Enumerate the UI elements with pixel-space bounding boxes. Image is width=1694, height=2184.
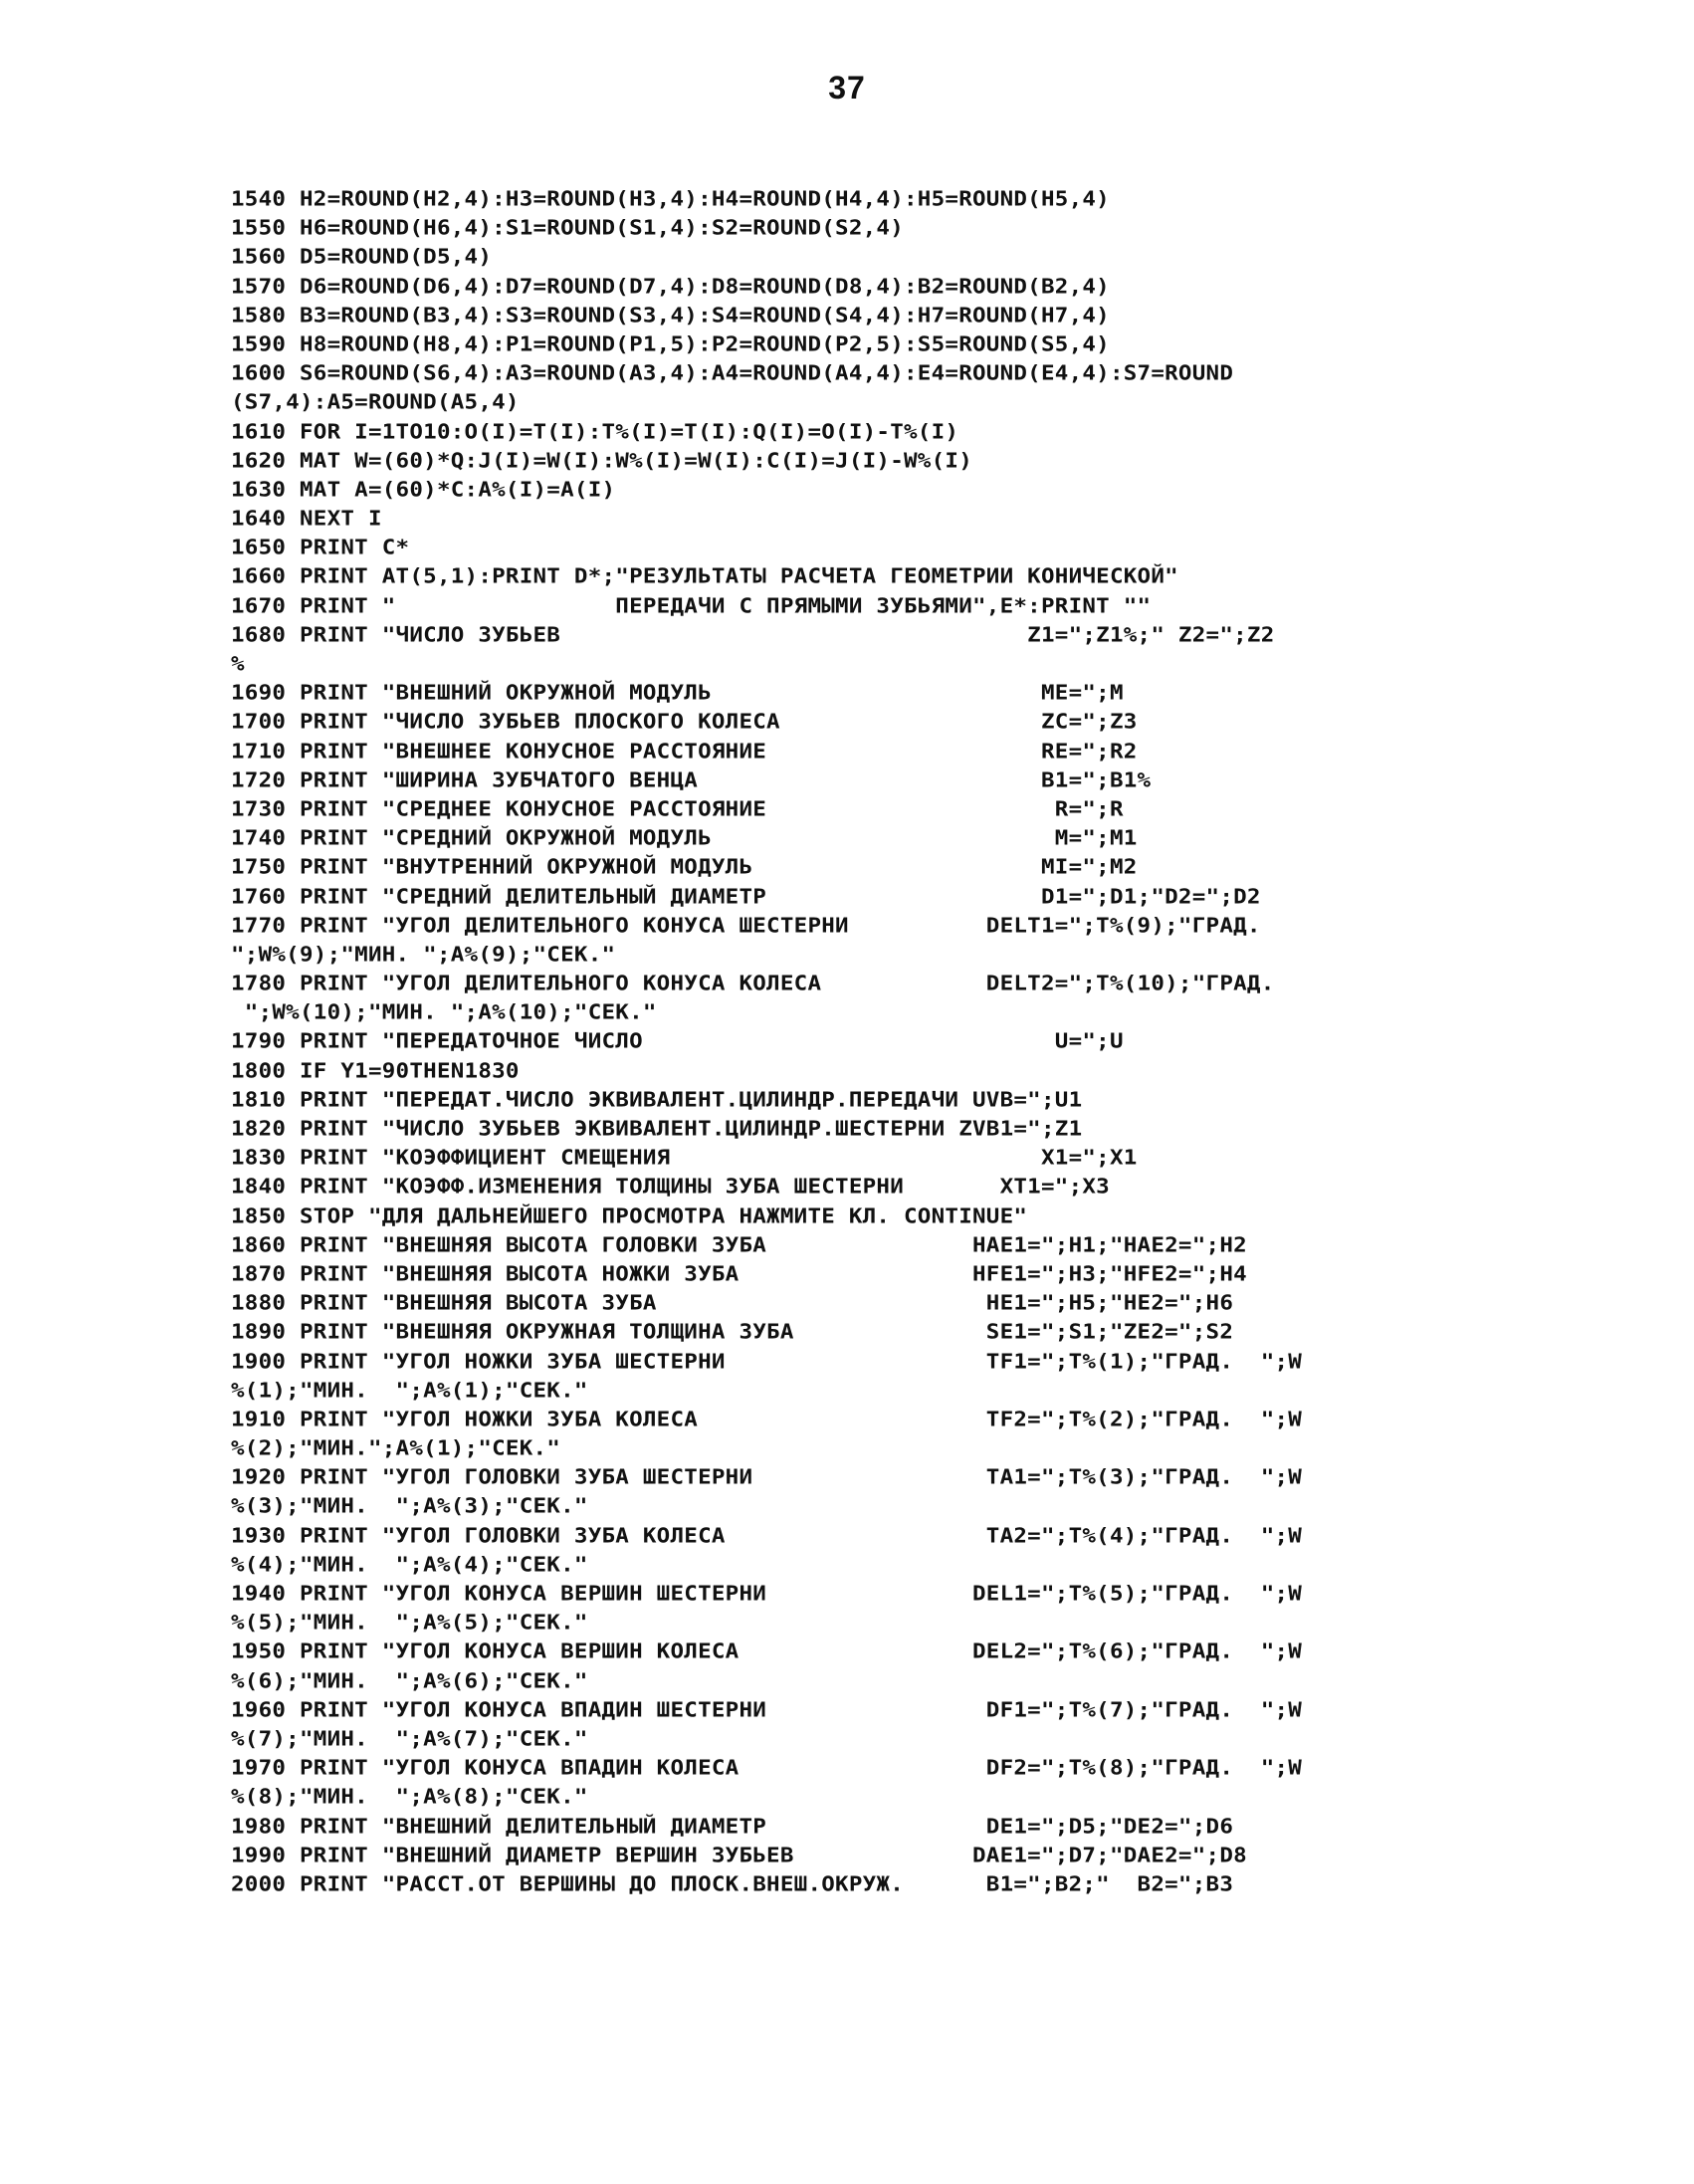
code-line: 1780 PRINT "УГОЛ ДЕЛИТЕЛЬНОГО КОНУСА КОЛЕСА DELT2=";T%(10);"ГРАД. <box>231 972 1275 996</box>
code-line: 2000 PRINT "РАССТ.ОТ ВЕРШИНЫ ДО ПЛОСК.ВНЕШ.ОКРУЖ. B1=";B2;" B2=";B3 <box>231 1871 1234 1896</box>
code-line: 1930 PRINT "УГОЛ ГОЛОВКИ ЗУБА КОЛЕСА TA2=";T%(4);"ГРАД. ";W <box>231 1523 1303 1548</box>
code-line: 1570 D6=ROUND(D6,4):D7=ROUND(D7,4):D8=ROUND(D8,4):B2=ROUND(B2,4) <box>231 274 1110 299</box>
code-line: %(6);"МИН. ";A%(6);"СЕК." <box>231 1668 588 1693</box>
code-line: 1980 PRINT "ВНЕШНИЙ ДЕЛИТЕЛЬНЫЙ ДИАМЕТР DE1=";D5;"DE2=";D6 <box>231 1814 1234 1839</box>
code-line: % <box>231 652 245 677</box>
code-line: 1800 IF Y1=90THEN1830 <box>231 1058 520 1083</box>
code-line: 1990 PRINT "ВНЕШНИЙ ДИАМЕТР ВЕРШИН ЗУБЬЕВ DAE1=";D7;"DAE2=";D8 <box>231 1843 1247 1867</box>
code-line: 1770 PRINT "УГОЛ ДЕЛИТЕЛЬНОГО КОНУСА ШЕСТЕРНИ DELT1=";T%(9);"ГРАД. <box>231 913 1261 938</box>
code-line: 1540 H2=ROUND(H2,4):H3=ROUND(H3,4):H4=ROUND(H4,4):H5=ROUND(H5,4) <box>231 187 1110 212</box>
code-line: 1830 PRINT "КОЭФФИЦИЕНТ СМЕЩЕНИЯ X1=";X1 <box>231 1146 1138 1171</box>
code-line: %(7);"МИН. ";A%(7);"СЕК." <box>231 1727 588 1751</box>
code-line: 1630 MAT A=(60)*C:A%(I)=A(I) <box>231 477 616 502</box>
code-line: %(8);"МИН. ";A%(8);"СЕК." <box>231 1785 588 1810</box>
code-line: 1960 PRINT "УГОЛ КОНУСА ВПАДИН ШЕСТЕРНИ DF1=";T%(7);"ГРАД. ";W <box>231 1697 1303 1722</box>
code-line: %(2);"МИН.";A%(1);"СЕК." <box>231 1436 561 1461</box>
code-line: %(4);"МИН. ";A%(4);"СЕК." <box>231 1552 588 1577</box>
code-line: ";W%(9);"МИН. ";A%(9);"СЕК." <box>231 942 616 967</box>
code-line: 1600 S6=ROUND(S6,4):A3=ROUND(A3,4):A4=ROUND(A4,4):E4=ROUND(E4,4):S7=ROUND <box>231 361 1234 386</box>
code-line: 1790 PRINT "ПЕРЕДАТОЧНОЕ ЧИСЛО U=";U <box>231 1029 1124 1054</box>
code-line: 1900 PRINT "УГОЛ НОЖКИ ЗУБА ШЕСТЕРНИ TF1=";T%(1);"ГРАД. ";W <box>231 1349 1303 1374</box>
code-line: 1680 PRINT "ЧИСЛО ЗУБЬЕВ Z1=";Z1%;" Z2=";Z2 <box>231 622 1275 647</box>
code-line: 1970 PRINT "УГОЛ КОНУСА ВПАДИН КОЛЕСА DF2=";T%(8);"ГРАД. ";W <box>231 1756 1303 1781</box>
page-number: 37 <box>828 70 866 106</box>
code-line: %(3);"МИН. ";A%(3);"СЕК." <box>231 1494 588 1519</box>
code-line: 1860 PRINT "ВНЕШНЯЯ ВЫСОТА ГОЛОВКИ ЗУБА HAE1=";H1;"HAE2=";H2 <box>231 1232 1247 1257</box>
code-line: 1720 PRINT "ШИРИНА ЗУБЧАТОГО ВЕНЦА B1=";B1% <box>231 767 1152 792</box>
code-line: (S7,4):A5=ROUND(A5,4) <box>231 390 520 415</box>
code-line: 1910 PRINT "УГОЛ НОЖКИ ЗУБА КОЛЕСА TF2=";T%(2);"ГРАД. ";W <box>231 1407 1303 1431</box>
basic-program-listing <box>231 185 1525 1899</box>
code-line: 1890 PRINT "ВНЕШНЯЯ ОКРУЖНАЯ ТОЛЩИНА ЗУБА SE1=";S1;"ZE2=";S2 <box>231 1320 1234 1345</box>
code-line: 1810 PRINT "ПЕРЕДАТ.ЧИСЛО ЭКВИВАЛЕНТ.ЦИЛИНДР.ПЕРЕДАЧИ UVB=";U1 <box>231 1087 1083 1112</box>
code-line: 1710 PRINT "ВНЕШНЕЕ КОНУСНОЕ РАССТОЯНИЕ RE=";R2 <box>231 739 1138 764</box>
code-line: 1560 D5=ROUND(D5,4) <box>231 245 493 270</box>
code-line: 1730 PRINT "СРЕДНЕЕ КОНУСНОЕ РАССТОЯНИЕ R=";R <box>231 797 1124 821</box>
code-line: 1590 H8=ROUND(H8,4):P1=ROUND(P1,5):P2=ROUND(P2,5):S5=ROUND(S5,4) <box>231 332 1110 356</box>
code-line: 1610 FOR I=1TO10:O(I)=T(I):T%(I)=T(I):Q(I)=O(I)-T%(I) <box>231 419 959 444</box>
code-line: 1840 PRINT "КОЭФФ.ИЗМЕНЕНИЯ ТОЛЩИНЫ ЗУБА ШЕСТЕРНИ XT1=";X3 <box>231 1175 1110 1200</box>
code-line: 1750 PRINT "ВНУТРЕННИЙ ОКРУЖНОЙ МОДУЛЬ MI=";M2 <box>231 855 1138 880</box>
code-line: 1940 PRINT "УГОЛ КОНУСА ВЕРШИН ШЕСТЕРНИ DEL1=";T%(5);"ГРАД. ";W <box>231 1582 1303 1607</box>
code-line: 1760 PRINT "СРЕДНИЙ ДЕЛИТЕЛЬНЫЙ ДИАМЕТР D1=";D1;"D2=";D2 <box>231 884 1261 909</box>
code-line: 1660 PRINT AT(5,1):PRINT D*;"РЕЗУЛЬТАТЫ РАСЧЕТА ГЕОМЕТРИИ КОНИЧЕСКОЙ" <box>231 564 1178 589</box>
code-line: 1580 B3=ROUND(B3,4):S3=ROUND(S3,4):S4=ROUND(S4,4):H7=ROUND(H7,4) <box>231 303 1110 328</box>
code-line: 1950 PRINT "УГОЛ КОНУСА ВЕРШИН КОЛЕСА DEL2=";T%(6);"ГРАД. ";W <box>231 1639 1303 1664</box>
code-line: 1620 MAT W=(60)*Q:J(I)=W(I):W%(I)=W(I):C(I)=J(I)-W%(I) <box>231 448 972 473</box>
code-line: 1880 PRINT "ВНЕШНЯЯ ВЫСОТА ЗУБА HE1=";H5;"HE2=";H6 <box>231 1291 1234 1316</box>
code-line: 1820 PRINT "ЧИСЛО ЗУБЬЕВ ЭКВИВАЛЕНТ.ЦИЛИНДР.ШЕСТЕРНИ ZVB1=";Z1 <box>231 1117 1083 1142</box>
code-line: 1870 PRINT "ВНЕШНЯЯ ВЫСОТА НОЖКИ ЗУБА HFE1=";H3;"HFE2=";H4 <box>231 1262 1247 1286</box>
code-line: ";W%(10);"МИН. ";A%(10);"СЕК." <box>231 1000 657 1025</box>
code-line: 1550 H6=ROUND(H6,4):S1=ROUND(S1,4):S2=ROUND(S2,4) <box>231 216 905 241</box>
code-line: 1670 PRINT " ПЕРЕДАЧИ С ПРЯМЫМИ ЗУБЬЯМИ",E*:PRINT "" <box>231 593 1152 618</box>
code-line: 1640 NEXT I <box>231 507 382 532</box>
code-line: 1850 STOP "ДЛЯ ДАЛЬНЕЙШЕГО ПРОСМОТРА НАЖМИТЕ КЛ. CONTINUE" <box>231 1203 1028 1228</box>
code-line: 1740 PRINT "СРЕДНИЙ ОКРУЖНОЙ МОДУЛЬ M=";M1 <box>231 826 1138 851</box>
code-line: 1690 PRINT "ВНЕШНИЙ ОКРУЖНОЙ МОДУЛЬ ME=";M <box>231 681 1124 706</box>
code-line: %(1);"МИН. ";A%(1);"СЕК." <box>231 1378 588 1403</box>
code-line: 1700 PRINT "ЧИСЛО ЗУБЬЕВ ПЛОСКОГО КОЛЕСА ZC=";Z3 <box>231 710 1138 735</box>
code-line: 1920 PRINT "УГОЛ ГОЛОВКИ ЗУБА ШЕСТЕРНИ TA1=";T%(3);"ГРАД. ";W <box>231 1465 1303 1490</box>
code-line: 1650 PRINT C* <box>231 536 410 560</box>
code-line: %(5);"МИН. ";A%(5);"СЕК." <box>231 1611 588 1636</box>
